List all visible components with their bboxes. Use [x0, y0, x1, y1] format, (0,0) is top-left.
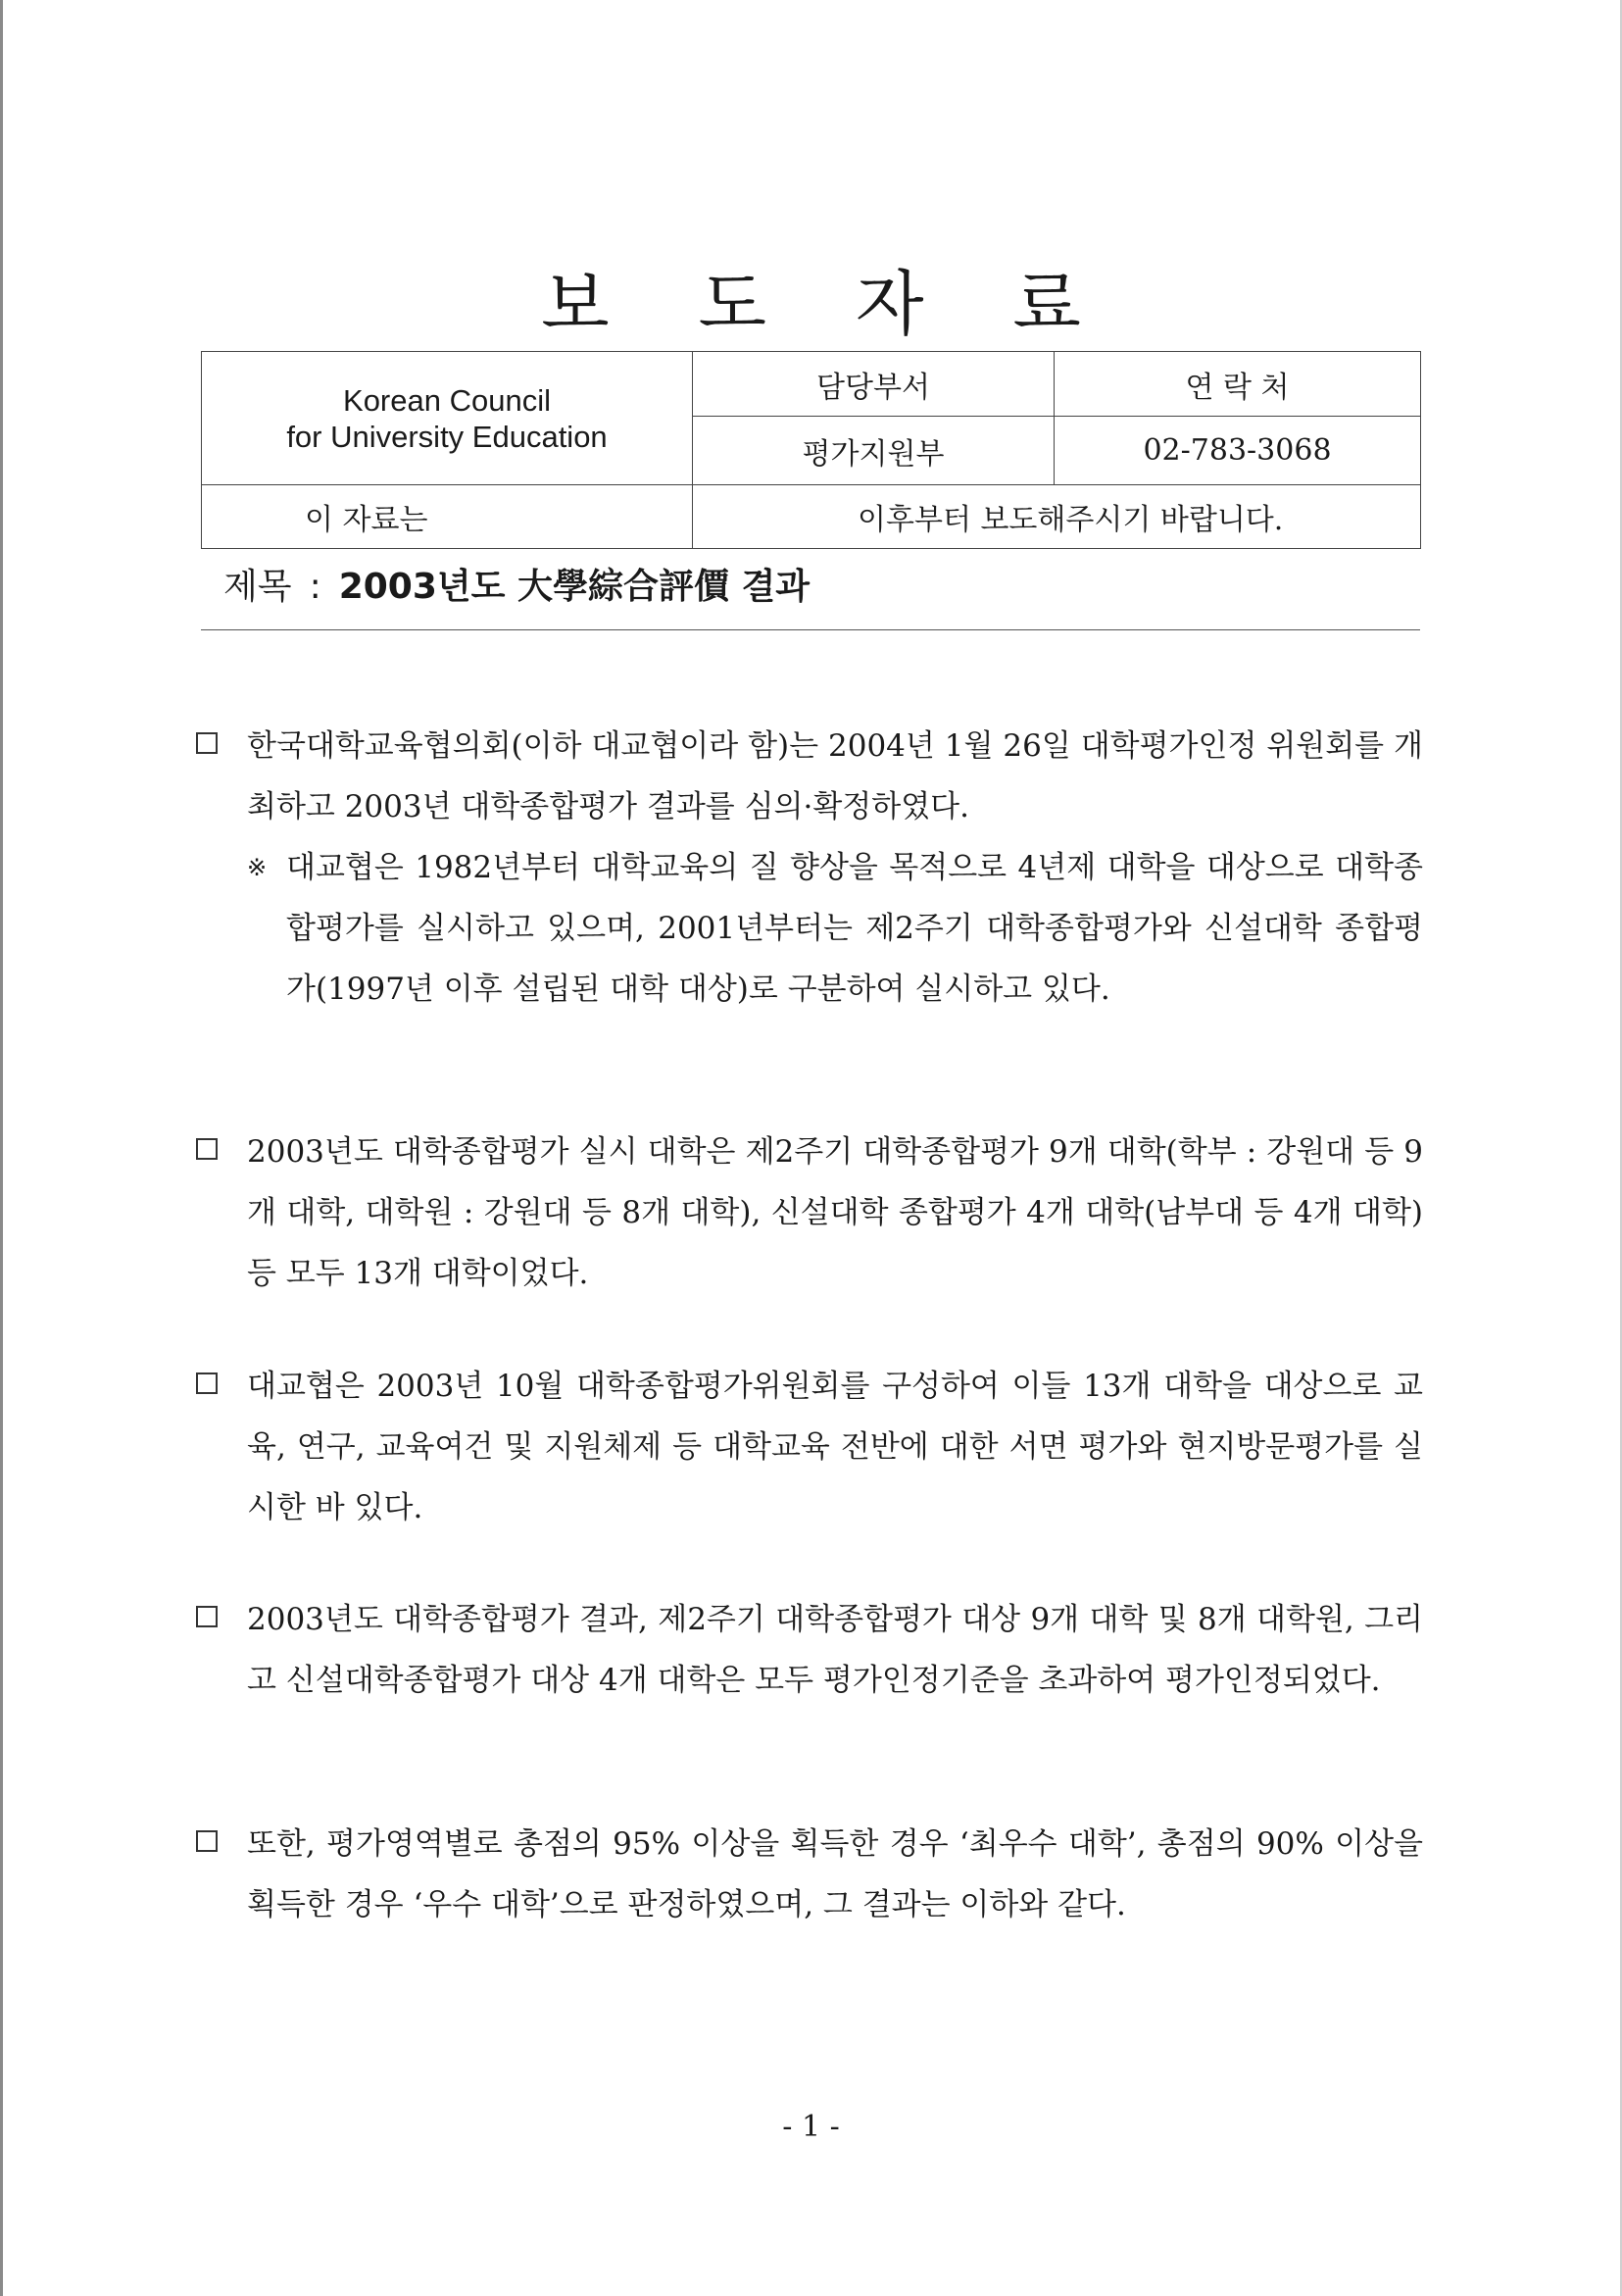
organization-cell [202, 352, 693, 485]
subject-label: 제목 [223, 567, 292, 607]
checkbox-bullet-icon [196, 1138, 218, 1160]
subject-colon: : [309, 567, 321, 607]
page-number: - 1 - [782, 2110, 840, 2144]
organization-name-line1: Korean Council [343, 382, 551, 418]
paragraph-3 [196, 1356, 1423, 1538]
paragraph-text: 한국대학교육협의회(이하 대교협이라 함)는 2004년 1월 26일 대학평가인정 위원회를 개최하고 2003년 대학종합평가 결과를 심의·확정하였다. [247, 728, 1423, 824]
checkbox-bullet-icon [196, 732, 218, 754]
page-left-edge [0, 0, 3, 2296]
paragraph-text: 대교협은 2003년 10월 대학종합평가위원회를 구성하여 이들 13개 대학을 대상으로 교육, 연구, 교육여건 및 지원체제 등 대학교육 전반에 대한 서면 평가와 현지방문평가를 실시한 바 있다. [247, 1369, 1423, 1525]
checkbox-bullet-icon [196, 1606, 218, 1627]
checkbox-bullet-icon [196, 1830, 218, 1852]
checkbox-bullet-icon [196, 1373, 218, 1394]
reference-mark-icon: ※ [247, 854, 268, 881]
release-notice-right: 이후부터 보도해주시기 바랍니다. [693, 485, 1421, 549]
contact-value-cell: 02-783-3068 [1055, 417, 1421, 485]
release-notice-left: 이 자료는 [202, 485, 693, 549]
paragraph-4 [196, 1589, 1423, 1711]
paragraph-text: 2003년도 대학종합평가 결과, 제2주기 대학종합평가 대상 9개 대학 및 8개 대학원, 그리고 신설대학종합평가 대상 4개 대학은 모두 평가인정기준을 초과하여 평가인정되었다. [247, 1602, 1423, 1698]
paragraph-2 [196, 1122, 1423, 1304]
note-text: 대교협은 1982년부터 대학교육의 질 향상을 목적으로 4년제 대학을 대상으로 대학종합평가를 실시하고 있으며, 2001년부터는 제2주기 대학종합평가와 신설대학 종합평가(1997년 이후 설립된 대학 대상)로 구분하여 실시하고 있다. [286, 850, 1423, 1007]
subject-line [223, 565, 810, 610]
document-title: 보 도 자 료 [541, 263, 1114, 345]
dept-label-cell: 담당부서 [693, 352, 1055, 417]
paragraph-text: 또한, 평가영역별로 총점의 95% 이상을 획득한 경우 ‘최우수 대학’, 총점의 90% 이상을 획득한 경우 ‘우수 대학’으로 판정하였으며, 그 결과는 이하와 같다. [247, 1826, 1423, 1922]
press-info-table [201, 351, 1421, 549]
subject-title: 2003년도 大學綜合評價 결과 [338, 567, 811, 607]
paragraph-5 [196, 1814, 1423, 1935]
organization-name-line2: for University Education [286, 419, 608, 454]
contact-label-cell: 연 락 처 [1055, 352, 1421, 417]
paragraph-1 [196, 716, 1423, 837]
paragraph-text: 2003년도 대학종합평가 실시 대학은 제2주기 대학종합평가 9개 대학(학부 : 강원대 등 9개 대학, 대학원 : 강원대 등 8개 대학), 신설대학 종합평가 4개 대학(남부대 등 4개 대학) 등 모두 13개 대학이었다. [247, 1134, 1423, 1291]
note-block [247, 837, 1423, 1020]
dept-value-cell: 평가지원부 [693, 417, 1055, 485]
subject-divider [201, 629, 1420, 630]
